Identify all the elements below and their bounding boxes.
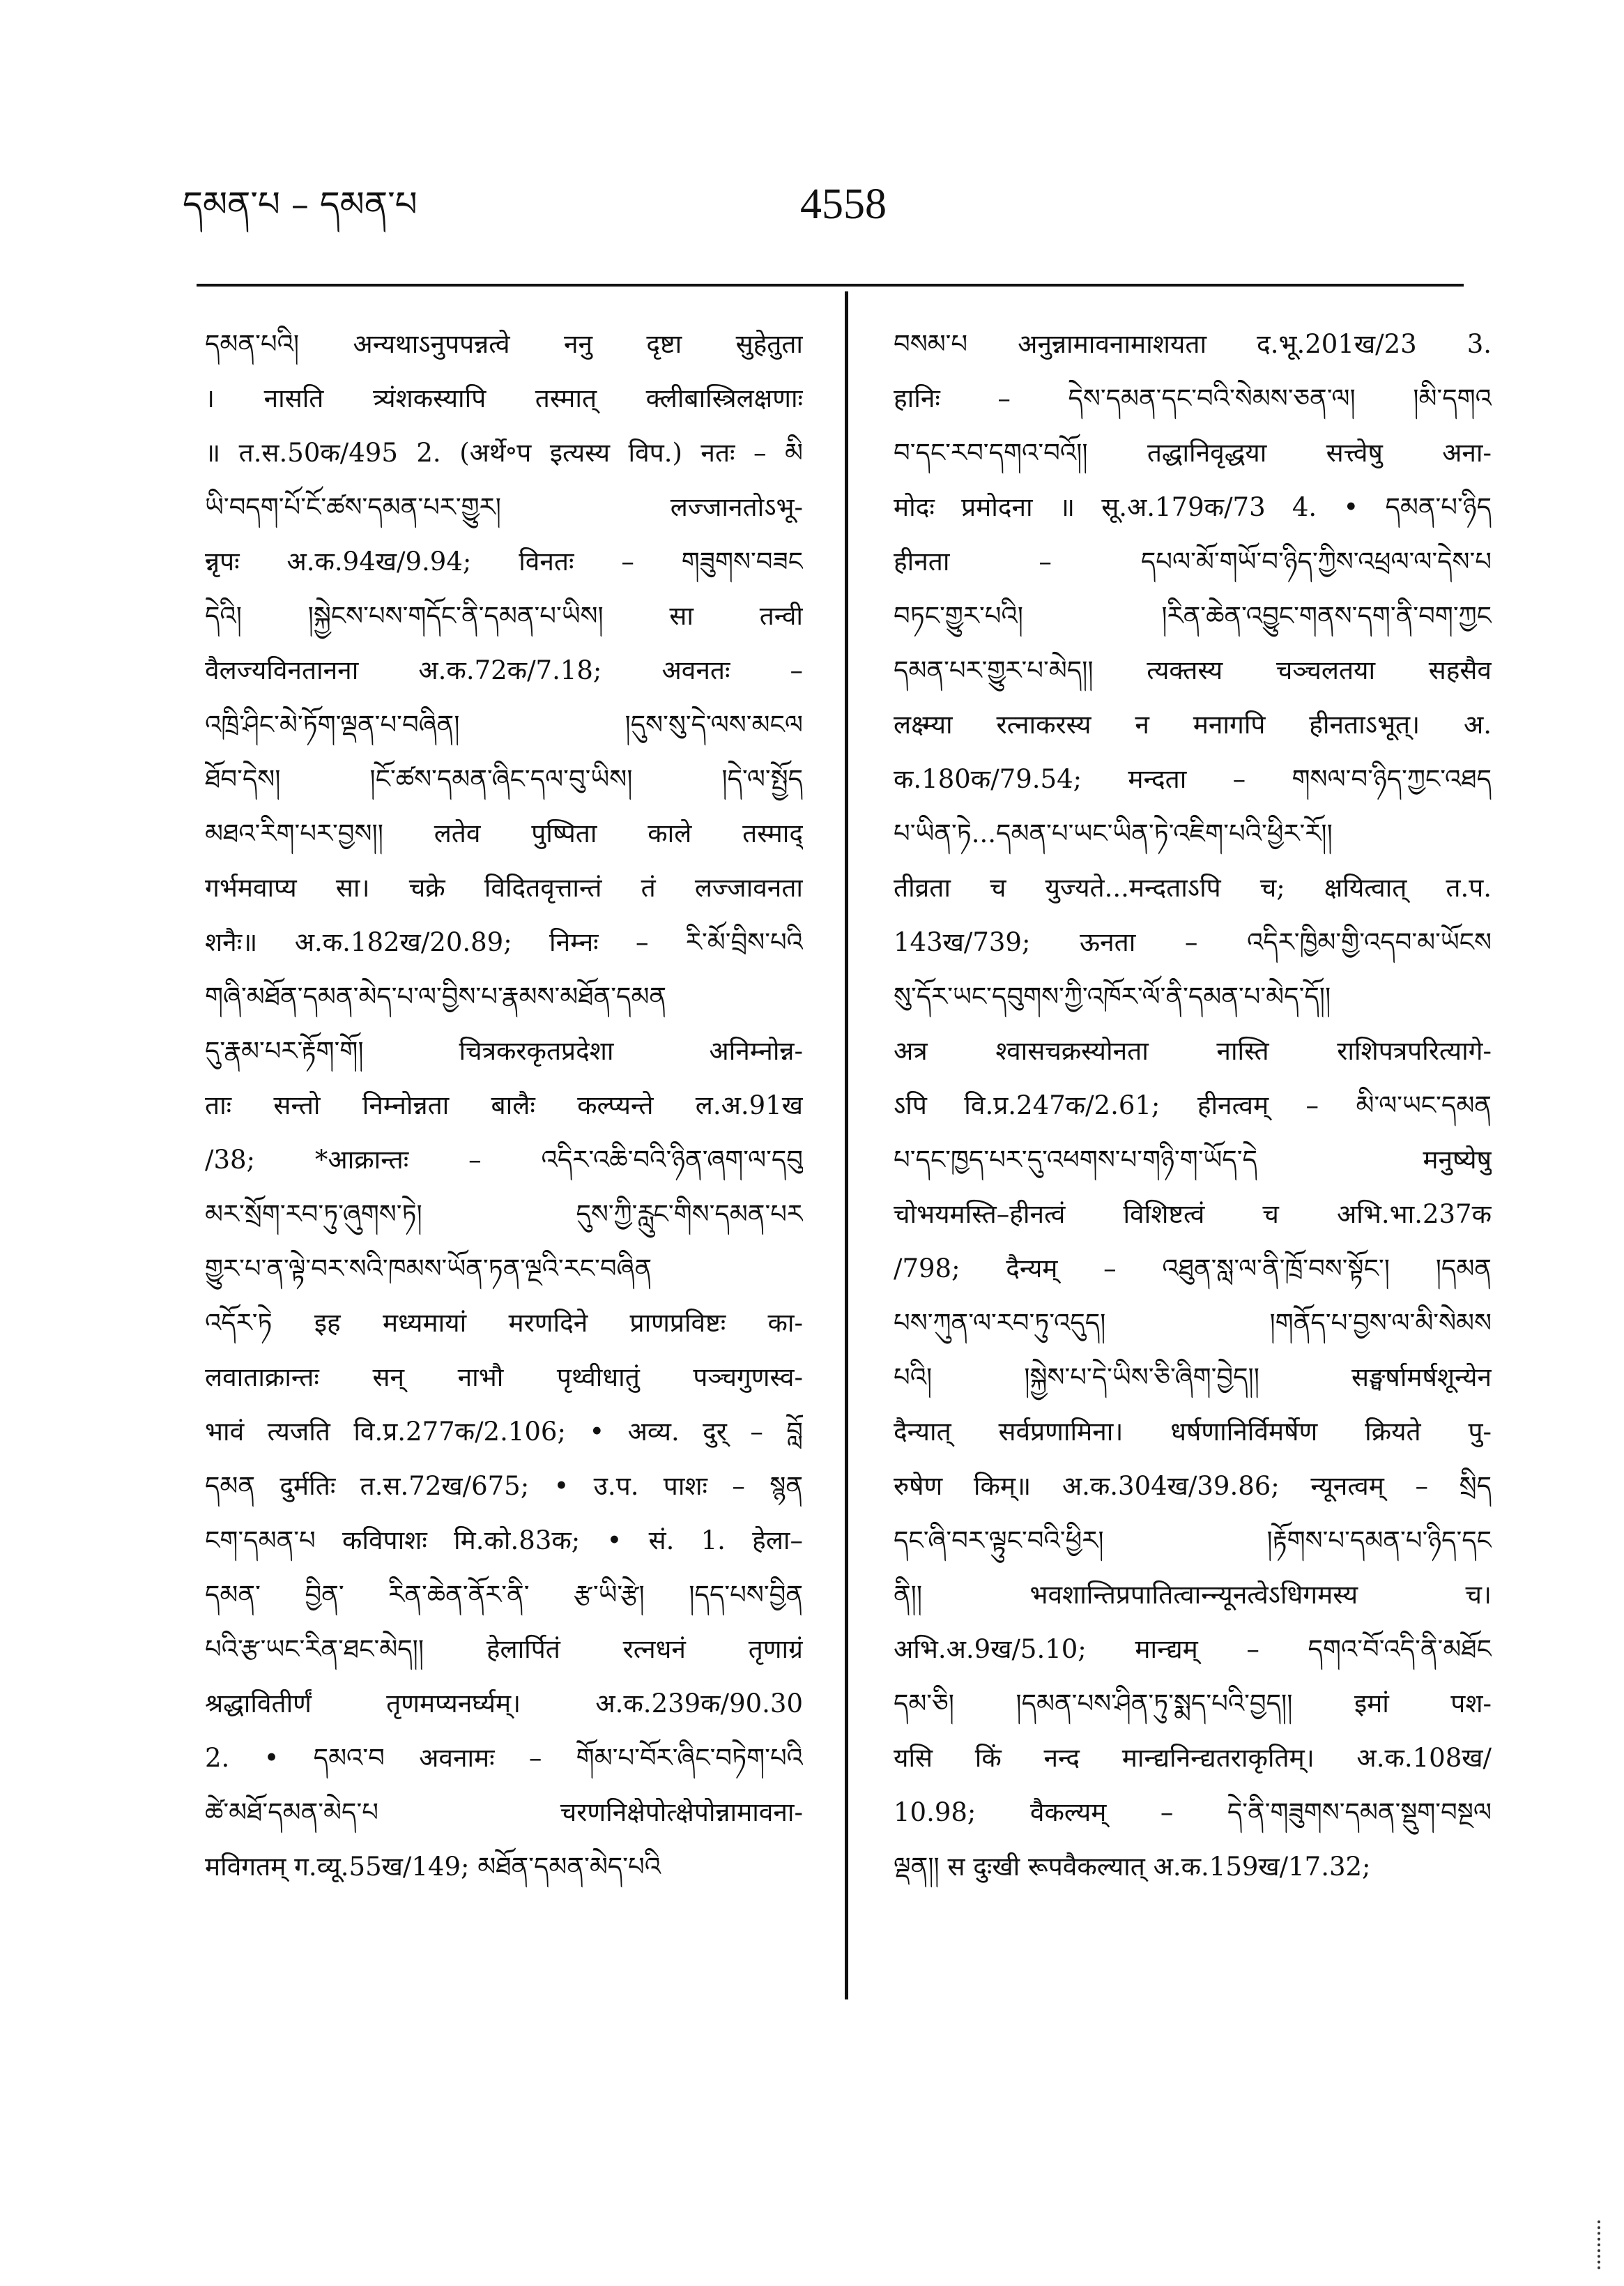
left-column — [205, 317, 803, 1894]
text-line: དང་ཞི་བར་ལྟུང་བའི་ཕྱིར། །རྟོགས་པ་དམན་པ་ཉིད་དང — [894, 1525, 1492, 1555]
text-line: वैलज्यविनतानना अ.क.72क/7.18; अवनतः – — [205, 655, 803, 685]
text-line: शनैः॥ अ.क.182ख/20.89; निम्नः – རི་མོ་བྲིས་པའི — [205, 927, 803, 957]
column-divider — [845, 291, 848, 1999]
text-line: गर्भमवाप्य सा। चक्रे विदितवृत्तान्तं तं लज्जावनता — [205, 873, 803, 903]
text-line: སུ་དོར་ཡང་དབུགས་ཀྱི་འཁོར་ལོ་ནི་དམན་པ་མེད་དོ།། — [894, 982, 1331, 1012]
text-line: 10.98; वैकल्यम् – དེ་ནི་གཟུགས་དམན་སྡུག་བསྔལ — [894, 1797, 1492, 1827]
text-line: ऽपि वि.प्र.247क/2.61; हीनत्वम् – མི་ལ་ཡང་དམན — [894, 1090, 1492, 1120]
text-line: ཡི་བདག་པོ་ངོ་ཚས་དམན་པར་གྱུར། लज्जानतोऽभू- — [205, 492, 803, 522]
text-line: པ་དང་ཁྱད་པར་དུ་འཕགས་པ་གཉི་ག་ཡོད་དེ मनुष्येषु — [894, 1145, 1492, 1175]
text-line: དམ་ཅི། །དམན་པས་ཤིན་ཏུ་སྨད་པའི་བྱད།། इमां पश- — [894, 1689, 1492, 1719]
text-line: श्रद्धावितीर्णं तृणमप्यनर्घ्यम्। अ.क.239क/90.30 — [205, 1689, 803, 1719]
text-line: མཐའ་རིག་པར་བྱས།། लतेव पुष्पिता काले तस्माद् — [205, 818, 803, 848]
text-line: ཐོབ་དེས། །ངོ་ཚས་དམན་ཞིང་དལ་བུ་ཡིས། །དེ་ལ་སྤྱོད — [205, 764, 803, 794]
text-line: བ་དང་རབ་དགའ་བའོ།། तद्धानिवृद्धया सत्त्वेषु अना- — [894, 438, 1492, 468]
text-line: པས་ཀུན་ལ་རབ་ཏུ་འདུད། །གནོད་པ་བྱས་ལ་མི་སེམས — [894, 1308, 1492, 1338]
text-line: तीव्रता च युज्यते...मन्दताऽपि च; क्षयित्वात् त.प. — [894, 873, 1492, 903]
text-line: པའི། །སྐྱེས་པ་དེ་ཡིས་ཅི་ཞིག་བྱེད།། सङ्घर्षामर्षशून्येन — [894, 1362, 1492, 1392]
text-line: དུ་རྣམ་པར་རྟོག་གོ། चित्रकरकृतप्रदेशा अनिम्नोन्न- — [205, 1036, 803, 1066]
text-line: हानिः – དེས་དམན་དང་བའི་སེམས་ཅན་ལ། །མི་དགའ — [894, 383, 1492, 413]
text-line: འདོར་ཏེ इह मध्यमायां मरणदिने प्राणप्रविष्टः का- — [205, 1308, 803, 1338]
text-line: अत्र श्वासचक्रस्योनता नास्ति राशिपत्रपरित्यागे- — [894, 1036, 1492, 1066]
text-line: । नासति त्र्यंशकस्यापि तस्मात् क्लीबास्त्रिलक्षणाः — [205, 383, 803, 413]
text-line: པ་ཡིན་ཏེ...དམན་པ་ཡང་ཡིན་ཏེ་འཇིག་པའི་ཕྱིར་རོ།། — [894, 818, 1333, 848]
text-line: हीनता – དཔལ་མོ་གཡོ་བ་ཉིད་ཀྱིས་འཕྲལ་ལ་དེས་པ — [894, 547, 1492, 577]
text-line: མར་སྲོག་རབ་ཏུ་ཞུགས་ཏེ། དུས་ཀྱི་རླུང་གིས་དམན་པར — [205, 1199, 803, 1229]
text-line: གྱུར་པ་ན་ལྟེ་བར་སའི་ཁམས་ཡོན་ཏན་ལྔའི་རང་བཞིན — [205, 1254, 652, 1283]
text-line: चोभयमस्ति–हीनत्वं विशिष्टत्वं च अभि.भा.237क — [894, 1199, 1492, 1229]
text-line: གཞི་མཐོན་དམན་མེད་པ་ལ་བྱིས་པ་རྣམས་མཐོན་དམན — [205, 982, 667, 1012]
text-line: लवाताक्रान्तः सन् नाभौ पृथ्वीधातुं पञ्चगुणस्व- — [205, 1362, 803, 1392]
text-line: 2. • དམའ་བ अवनामः – གོམ་པ་བོར་ཞིང་བཏེག་པའི — [205, 1743, 803, 1773]
text-line: ॥ त.स.50क/495 2. (अर्थे॰प इत्यस्य विप.) नतः – མི — [205, 438, 803, 468]
text-line: 143ख/739; ऊनता – འདིར་ཁྱིམ་གྱི་འདབ་མ་ཡོངས — [894, 927, 1492, 957]
text-line: क.180क/79.54; मन्दता – གསལ་བ་ཉིད་ཀྱང་འཐད — [894, 764, 1492, 794]
text-line: ताः सन्तो निम्नोन्नता बालैः कल्प्यन्ते ल.अ.91ख — [205, 1090, 803, 1120]
text-line: དམན་པའི། अन्यथाऽनुपपन्नत्वे ननु दृष्टा सुहेतुता — [205, 329, 803, 359]
text-line: यसि किं नन्द मान्द्यनिन्द्यतराकृतिम्। अ.क.108ख/ — [894, 1743, 1492, 1773]
text-line: ནི།། भवशान्तिप्रपातित्वान्न्यूनत्वेऽधिगमस्य च। — [894, 1580, 1492, 1610]
text-line: དམན་པར་གྱུར་པ་མེད།། त्यक्तस्य चञ्चलतया सहसैव — [894, 655, 1492, 685]
text-line: ལྡན།། स दुःखी रूपवैकल्यात् अ.क.159ख/17.32; — [894, 1852, 1371, 1882]
margin-mark — [1598, 2220, 1603, 2269]
text-line: པའི་རྩ་ཡང་རིན་ཐང་མེད།། हेलार्पितं रत्नधनं तृणाग्रं — [205, 1634, 803, 1664]
text-line: न्नृपः अ.क.94ख/9.94; विनतः – གཟུགས་བཟང — [205, 547, 803, 577]
text-line: དམན་ བྱིན་ རིན་ཆེན་ནོར་ནི་ རྩ་ཡི་རྩེ། །དད་པས་བྱིན — [205, 1580, 803, 1610]
text-line: བསམ་པ अनुन्नामावनामाशयता द.भू.201ख/23 3. — [894, 329, 1492, 359]
right-column — [894, 317, 1492, 1894]
text-line: འཁྲི་ཤིང་མེ་ཏོག་ལྡན་པ་བཞིན། །དུས་སུ་དེ་ལས་མངལ — [205, 710, 803, 740]
text-line: दैन्यात् सर्वप्रणामिना। धर्षणानिर्विमर्षेण क्रियते पु- — [894, 1417, 1492, 1447]
text-line: /798; दैन्यम् – འཐུན་སླ་ལ་ནི་ཁྲོ་བས་སྟོང་། །དམན — [894, 1254, 1492, 1283]
running-head: དམན་པ – དམན་པ — [183, 184, 418, 224]
page-number: 4558 — [800, 181, 887, 228]
text-line: དེའི། །སྐྱེངས་པས་གདོང་ནི་དམན་པ་ཡིས། सा तन्वी — [205, 601, 803, 631]
text-line: ངག་དམན་པ कविपाशः मि.को.83क; • सं. 1. हेला– — [205, 1525, 803, 1555]
header-rule — [197, 284, 1464, 287]
text-line: रुषेण किम्॥ अ.क.304ख/39.86; न्यूनत्वम् – སྲིད — [894, 1471, 1492, 1501]
text-line: अभि.अ.9ख/5.10; मान्द्यम् – དགའ་བོ་འདི་ནི་མཐོང — [894, 1634, 1492, 1664]
text-line: བཏང་གྱུར་པའི། །རིན་ཆེན་འབྱུང་གནས་དག་ནི་བག་ཀྱང — [894, 601, 1492, 631]
text-line: भावं त्यजति वि.प्र.277क/2.106; • अव्य. दुर् – བློ — [205, 1417, 803, 1447]
text-line: लक्ष्म्या रत्नाकरस्य न मनागपि हीनताऽभूत्। अ. — [894, 710, 1492, 740]
text-line: /38; *आक्रान्तः – འདིར་འཆི་བའི་ཉིན་ཞག་ལ་དབུ — [205, 1145, 803, 1175]
text-line: मोदः प्रमोदना ॥ सू.अ.179क/73 4. • དམན་པ་ཉིད — [894, 492, 1492, 522]
text-line: मविगतम् ग.व्यू.55ख/149; མཐོན་དམན་མེད་པའི — [205, 1852, 661, 1882]
text-line: ཚེ་མཐོ་དམན་མེད་པ चरणनिक्षेपोत्क्षेपोन्नामावना- — [205, 1797, 803, 1827]
text-line: དམན दुर्मतिः त.स.72ख/675; • उ.प. पाशः – སྙན — [205, 1471, 803, 1501]
